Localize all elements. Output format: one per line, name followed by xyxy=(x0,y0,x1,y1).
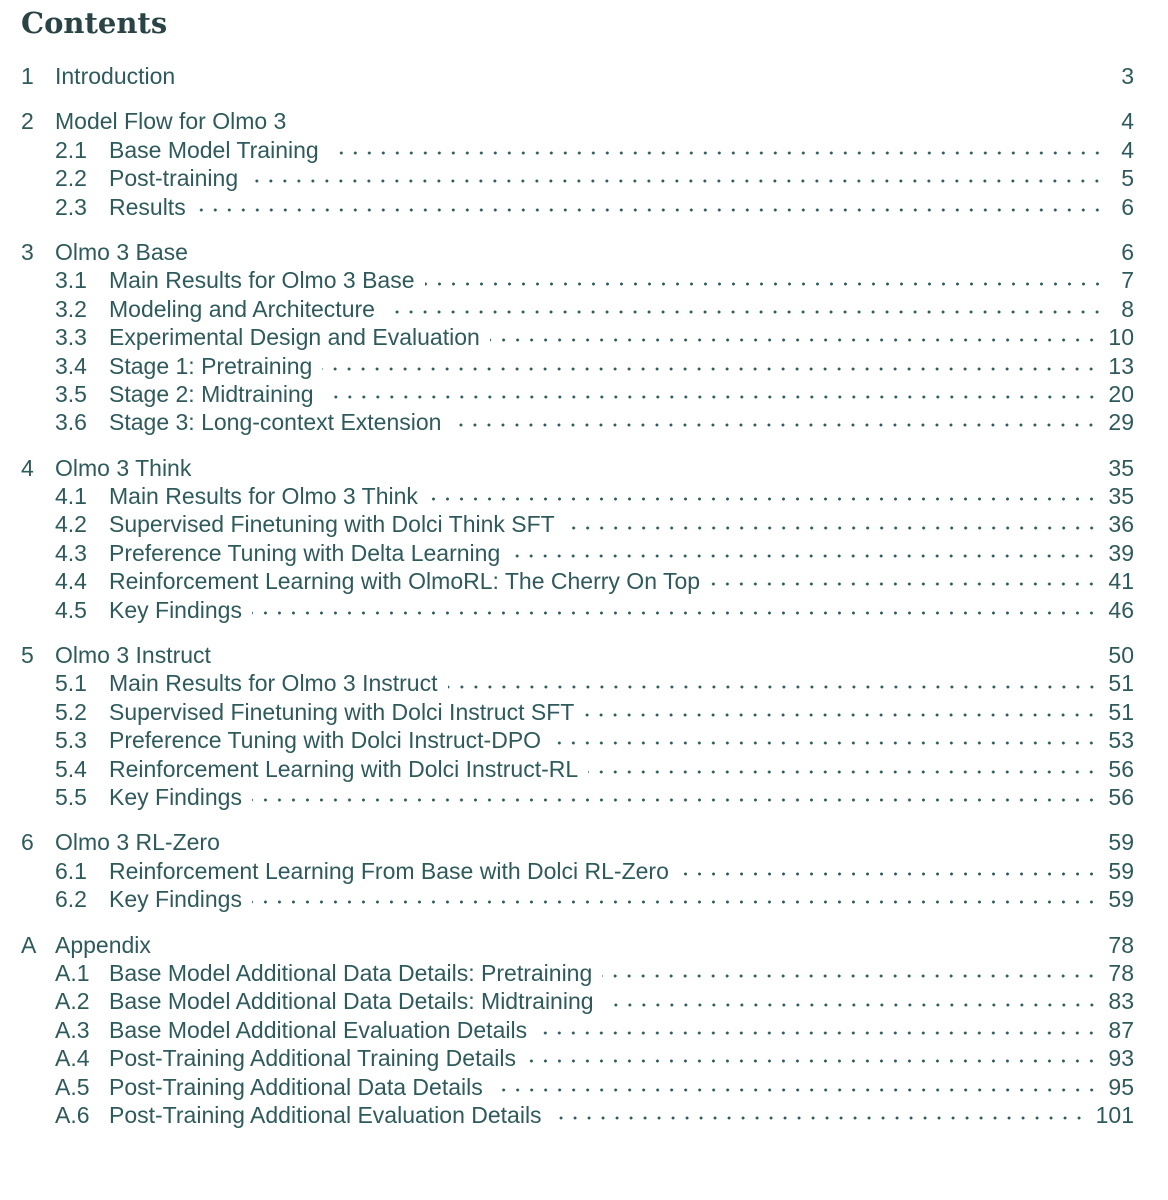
subsection-number: 5.2 xyxy=(55,698,87,725)
subsection-title[interactable]: Base Model Additional Data Details: Pretraining xyxy=(109,959,593,986)
subsection-title[interactable]: Post-Training Additional Training Details xyxy=(109,1045,516,1072)
section-title[interactable]: Appendix xyxy=(55,931,151,958)
subsection-title[interactable]: Stage 1: Pretraining xyxy=(109,352,313,379)
page-number[interactable]: 53 xyxy=(1108,727,1134,754)
subsection-number: 3.6 xyxy=(55,409,87,436)
subsection-number: 6.2 xyxy=(55,886,87,913)
toc-subsection-entry[interactable] xyxy=(21,1016,1134,1044)
page-number[interactable]: 87 xyxy=(1108,1016,1134,1043)
subsection-title[interactable]: Supervised Finetuning with Dolci Instruct SFT xyxy=(109,698,575,725)
subsection-title[interactable]: Key Findings xyxy=(109,886,242,913)
page-number[interactable]: 50 xyxy=(1108,642,1134,669)
toc-section-entry[interactable] xyxy=(21,238,1134,266)
toc-subsection-entry[interactable] xyxy=(21,1073,1134,1101)
toc-section-entry[interactable] xyxy=(21,931,1134,959)
toc-subsection-entry[interactable] xyxy=(21,596,1134,624)
page-number[interactable]: 59 xyxy=(1108,857,1134,884)
subsection-number: 2.1 xyxy=(55,136,87,163)
section-title[interactable]: Model Flow for Olmo 3 xyxy=(55,108,287,135)
subsection-number: 3.3 xyxy=(55,324,87,351)
subsection-title[interactable]: Preference Tuning with Delta Learning xyxy=(109,539,501,566)
toc-subsection-entry[interactable] xyxy=(21,408,1134,436)
dot-leader xyxy=(448,682,1099,692)
subsection-number: 4.4 xyxy=(55,568,87,595)
subsection-number: 4.2 xyxy=(55,511,87,538)
toc-section-entry[interactable] xyxy=(21,641,1134,669)
toc-subsection-entry[interactable] xyxy=(21,885,1134,913)
subsection-number: 5.1 xyxy=(55,670,87,697)
page-number[interactable]: 56 xyxy=(1108,783,1134,810)
subsection-title[interactable]: Stage 3: Long-context Extension xyxy=(109,409,442,436)
page-number[interactable]: 78 xyxy=(1108,959,1134,986)
section-title[interactable]: Introduction xyxy=(55,63,176,89)
dot-leader xyxy=(425,279,1104,289)
subsection-number: 5.3 xyxy=(55,727,87,754)
table-of-contents xyxy=(21,62,1134,1129)
subsection-number: A.1 xyxy=(55,959,90,986)
toc-subsection-entry[interactable] xyxy=(21,482,1134,510)
page-number[interactable]: 59 xyxy=(1108,886,1134,913)
subsection-title[interactable]: Preference Tuning with Dolci Instruct-DPO xyxy=(109,727,542,754)
page-number[interactable]: 59 xyxy=(1108,829,1134,856)
dot-leader xyxy=(428,494,1099,504)
subsection-title[interactable]: Post-Training Additional Evaluation Details xyxy=(109,1101,542,1128)
toc-section xyxy=(21,641,1134,811)
subsection-title[interactable]: Key Findings xyxy=(109,783,242,810)
subsection-number: 3.2 xyxy=(55,295,87,322)
dot-leader xyxy=(324,392,1099,402)
page-number[interactable]: 56 xyxy=(1108,755,1134,782)
page-number[interactable]: 13 xyxy=(1108,352,1134,379)
subsection-number: 3.4 xyxy=(55,352,87,379)
subsection-number: 4.1 xyxy=(55,483,87,510)
dot-leader xyxy=(385,307,1104,317)
toc-subsection-entry[interactable] xyxy=(21,164,1134,192)
toc-section xyxy=(21,107,1134,221)
page-number[interactable]: 7 xyxy=(1121,267,1134,294)
subsection-title[interactable]: Base Model Training xyxy=(109,136,319,163)
page-number[interactable]: 93 xyxy=(1108,1045,1134,1072)
toc-subsection-entry[interactable] xyxy=(21,698,1134,726)
dot-leader xyxy=(679,869,1099,879)
subsection-number: 2.2 xyxy=(55,165,87,192)
toc-subsection-entry[interactable] xyxy=(21,136,1134,164)
page-number[interactable]: 41 xyxy=(1108,568,1134,595)
subsection-title[interactable]: Results xyxy=(109,193,186,220)
dot-leader xyxy=(526,1056,1098,1066)
dot-leader xyxy=(493,1085,1099,1095)
dot-leader xyxy=(322,364,1098,374)
subsection-title[interactable]: Modeling and Architecture xyxy=(109,295,375,322)
toc-subsection-entry[interactable] xyxy=(21,1101,1134,1129)
dot-leader xyxy=(248,176,1104,186)
dot-leader xyxy=(252,897,1098,907)
subsection-title[interactable]: Main Results for Olmo 3 Think xyxy=(109,483,418,510)
dot-leader xyxy=(510,551,1098,561)
section-title[interactable]: Olmo 3 Instruct xyxy=(55,642,211,669)
toc-subsection-entry[interactable] xyxy=(21,669,1134,697)
toc-subsection-entry[interactable] xyxy=(21,539,1134,567)
dot-leader xyxy=(196,205,1104,215)
subsection-number: 6.1 xyxy=(55,857,87,884)
dot-leader xyxy=(451,420,1098,430)
page-number[interactable]: 39 xyxy=(1108,539,1134,566)
section-number: 4 xyxy=(21,454,34,481)
toc-section xyxy=(21,62,1134,90)
toc-subsection-entry[interactable] xyxy=(21,567,1134,595)
dot-leader xyxy=(584,710,1098,720)
subsection-number: 5.5 xyxy=(55,783,87,810)
section-title[interactable]: Olmo 3 Think xyxy=(55,454,192,481)
toc-subsection-entry[interactable] xyxy=(21,352,1134,380)
section-title[interactable]: Olmo 3 Base xyxy=(55,238,188,265)
subsection-number: 4.5 xyxy=(55,596,87,623)
section-number: 6 xyxy=(21,829,34,856)
subsection-title[interactable]: Main Results for Olmo 3 Base xyxy=(109,267,415,294)
dot-leader xyxy=(588,767,1098,777)
toc-subsection-entry[interactable] xyxy=(21,193,1134,221)
page-number[interactable]: 35 xyxy=(1108,454,1134,481)
subsection-number: 3.5 xyxy=(55,380,87,407)
page-number[interactable]: 6 xyxy=(1121,238,1134,265)
dot-leader xyxy=(252,795,1098,805)
page-number[interactable]: 78 xyxy=(1108,931,1134,958)
page-number[interactable]: 35 xyxy=(1108,483,1134,510)
section-title[interactable]: Olmo 3 RL-Zero xyxy=(55,829,220,856)
subsection-title[interactable]: Reinforcement Learning From Base with Dolci RL-Zero xyxy=(109,857,669,884)
page-number[interactable]: 5 xyxy=(1121,165,1134,192)
subsection-title[interactable]: Post-Training Additional Data Details xyxy=(109,1073,483,1100)
section-number: A xyxy=(21,931,37,958)
toc-section xyxy=(21,931,1134,1130)
subsection-number: A.4 xyxy=(55,1045,90,1072)
toc-section xyxy=(21,828,1134,913)
subsection-title[interactable]: Experimental Design and Evaluation xyxy=(109,324,480,351)
dot-leader xyxy=(604,1000,1099,1010)
subsection-title[interactable]: Main Results for Olmo 3 Instruct xyxy=(109,670,438,697)
toc-subsection-entry[interactable] xyxy=(21,959,1134,987)
toc-subsection-entry[interactable] xyxy=(21,323,1134,351)
dot-leader xyxy=(565,523,1099,533)
page-number[interactable]: 10 xyxy=(1108,324,1134,351)
toc-section-entry[interactable] xyxy=(21,454,1134,482)
page-title: Contents xyxy=(21,6,168,40)
page-number[interactable]: 29 xyxy=(1108,409,1134,436)
toc-subsection-entry[interactable] xyxy=(21,510,1134,538)
dot-leader xyxy=(537,1028,1098,1038)
toc-section xyxy=(21,454,1134,624)
toc-subsection-entry[interactable] xyxy=(21,857,1134,885)
subsection-title[interactable]: Reinforcement Learning with Dolci Instruct-RL xyxy=(109,755,579,782)
subsection-title[interactable]: Base Model Additional Evaluation Details xyxy=(109,1016,528,1043)
page-number[interactable]: 83 xyxy=(1108,988,1134,1015)
page-number[interactable]: 4 xyxy=(1121,136,1134,163)
section-number: 2 xyxy=(21,108,34,135)
page-number[interactable]: 6 xyxy=(1121,193,1134,220)
subsection-number: 2.3 xyxy=(55,193,87,220)
toc-section-entry[interactable] xyxy=(21,828,1134,856)
toc-subsection-entry[interactable] xyxy=(21,295,1134,323)
dot-leader xyxy=(710,579,1098,589)
dot-leader xyxy=(602,971,1098,981)
page-number[interactable]: 101 xyxy=(1095,1101,1134,1128)
toc-subsection-entry[interactable] xyxy=(21,755,1134,783)
page-number[interactable]: 51 xyxy=(1108,698,1134,725)
section-number: 1 xyxy=(21,63,34,89)
subsection-number: 5.4 xyxy=(55,755,87,782)
dot-leader xyxy=(552,1113,1086,1123)
page-number[interactable]: 20 xyxy=(1108,380,1134,407)
subsection-title[interactable]: Base Model Additional Data Details: Midtraining xyxy=(109,988,594,1015)
page-number[interactable]: 8 xyxy=(1121,295,1134,322)
dot-leader xyxy=(329,148,1104,158)
page-number[interactable]: 4 xyxy=(1121,108,1134,135)
toc-subsection-entry[interactable] xyxy=(21,783,1134,811)
subsection-number: A.2 xyxy=(55,988,90,1015)
page-number[interactable]: 95 xyxy=(1108,1073,1134,1100)
subsection-title[interactable]: Supervised Finetuning with Dolci Think SFT xyxy=(109,511,555,538)
subsection-title[interactable]: Stage 2: Midtraining xyxy=(109,380,314,407)
subsection-title[interactable]: Reinforcement Learning with OlmoRL: The Cherry On Top xyxy=(109,568,701,595)
subsection-number: 4.3 xyxy=(55,539,87,566)
dot-leader xyxy=(551,738,1098,748)
section-number: 5 xyxy=(21,642,34,669)
subsection-title[interactable]: Post-training xyxy=(109,165,239,192)
page-number[interactable]: 51 xyxy=(1108,670,1134,697)
page-number[interactable]: 3 xyxy=(1121,63,1134,89)
subsection-number: A.6 xyxy=(55,1101,90,1128)
toc-subsection-entry[interactable] xyxy=(21,1044,1134,1072)
subsection-number: A.3 xyxy=(55,1016,90,1043)
toc-section-entry[interactable] xyxy=(21,62,1134,90)
subsection-number: A.5 xyxy=(55,1073,90,1100)
toc-section xyxy=(21,238,1134,437)
subsection-title[interactable]: Key Findings xyxy=(109,596,242,623)
toc-subsection-entry[interactable] xyxy=(21,266,1134,294)
toc-subsection-entry[interactable] xyxy=(21,726,1134,754)
subsection-number: 3.1 xyxy=(55,267,87,294)
page-number[interactable]: 36 xyxy=(1108,511,1134,538)
dot-leader xyxy=(490,335,1099,345)
toc-subsection-entry[interactable] xyxy=(21,987,1134,1015)
dot-leader xyxy=(252,608,1098,618)
toc-section-entry[interactable] xyxy=(21,107,1134,135)
page-number[interactable]: 46 xyxy=(1108,596,1134,623)
section-number: 3 xyxy=(21,238,34,265)
toc-subsection-entry[interactable] xyxy=(21,380,1134,408)
